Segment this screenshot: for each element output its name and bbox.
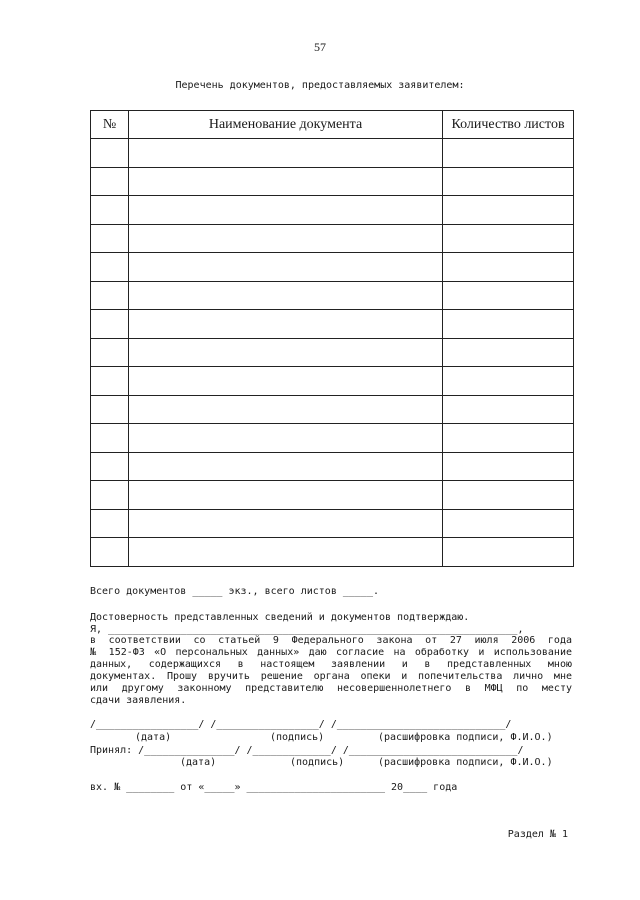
number-cell [91,281,129,310]
date-caption: (дата) [180,757,217,768]
confirmation-statement: Достоверность представленных сведений и документов подтверждаю. [90,612,470,623]
sheet-count-cell [443,538,574,567]
number-cell [91,481,129,510]
number-cell [91,253,129,282]
column-header-sheet-count: Количество листов [443,111,574,139]
document-name-cell [129,509,443,538]
number-cell [91,452,129,481]
number-cell [91,196,129,225]
section-label: Раздел № 1 [507,829,568,840]
document-name-cell [129,395,443,424]
table-row [91,139,574,168]
sheet-count-cell [443,367,574,396]
document-list-title: Перечень документов, предоставляемых заявителем: [175,80,465,91]
sheet-count-cell [443,167,574,196]
consent-text-line: или другому законному представителю несовершеннолетнего в МФЦ по месту [90,683,572,694]
document-name-cell [129,281,443,310]
document-name-cell [129,367,443,396]
table-row [91,367,574,396]
document-name-cell [129,253,443,282]
name-decoding-caption: (расшифровка подписи, Ф.И.О.) [378,757,553,768]
table-row [91,281,574,310]
signature-caption: (подпись) [290,757,345,768]
table-row [91,424,574,453]
column-header-document-name: Наименование документа [129,111,443,139]
totals-line: Всего документов _____ экз., всего листов _____. [90,586,379,597]
incoming-registration-line: вх. № ________ от «_____» _______________________ 20____ года [90,782,458,793]
document-name-cell [129,481,443,510]
sheet-count-cell [443,338,574,367]
consent-text-line: сдачи заявления. [90,695,187,706]
applicant-signature-line: /_________________/ /_________________/ /____________________________/ [90,719,512,730]
table-row [91,167,574,196]
document-name-cell [129,424,443,453]
sheet-count-cell [443,196,574,225]
consent-text-line: № 152-ФЗ «О персональных данных» даю согласие на обработку и использование [90,647,572,658]
table-row [91,224,574,253]
sheet-count-cell [443,310,574,339]
table-row [91,338,574,367]
documents-table [90,110,574,567]
number-cell [91,338,129,367]
consent-text-line: данных, содержащихся в настоящем заявлении и в представленных мною [90,659,572,670]
table-row [91,509,574,538]
consent-text-line: документах. Прошу вручить решение органа опеки и попечительства лично мне [90,671,572,682]
number-cell [91,424,129,453]
number-cell [91,367,129,396]
name-decoding-caption: (расшифровка подписи, Ф.И.О.) [378,732,553,743]
table-row [91,481,574,510]
table-row [91,196,574,225]
table-body [91,139,574,567]
document-name-cell [129,196,443,225]
date-caption: (дата) [135,732,172,743]
sheet-count-cell [443,509,574,538]
document-name-cell [129,452,443,481]
document-name-cell [129,538,443,567]
sheet-count-cell [443,424,574,453]
table-row [91,310,574,339]
table-row [91,253,574,282]
number-cell [91,509,129,538]
page-number: 57 [314,40,326,54]
table-row [91,452,574,481]
table-header-row [91,111,574,139]
signature-caption: (подпись) [270,732,325,743]
sheet-count-cell [443,481,574,510]
document-name-cell [129,338,443,367]
sheet-count-cell [443,224,574,253]
number-cell [91,167,129,196]
document-name-cell [129,224,443,253]
table-row [91,538,574,567]
column-header-number: № [91,111,129,139]
document-name-cell [129,167,443,196]
consent-text-line: в соответствии со статьей 9 Федерального закона от 27 июля 2006 года [90,635,572,646]
sheet-count-cell [443,452,574,481]
number-cell [91,224,129,253]
table-row [91,395,574,424]
number-cell [91,310,129,339]
applicant-name-line: Я, ____________________________________________________________________, [90,624,524,635]
sheet-count-cell [443,395,574,424]
sheet-count-cell [443,253,574,282]
sheet-count-cell [443,281,574,310]
sheet-count-cell [443,139,574,168]
document-name-cell [129,139,443,168]
number-cell [91,395,129,424]
number-cell [91,538,129,567]
number-cell [91,139,129,168]
receiver-signature-line: Принял: /_______________/ /_____________/ /____________________________/ [90,745,524,756]
document-name-cell [129,310,443,339]
